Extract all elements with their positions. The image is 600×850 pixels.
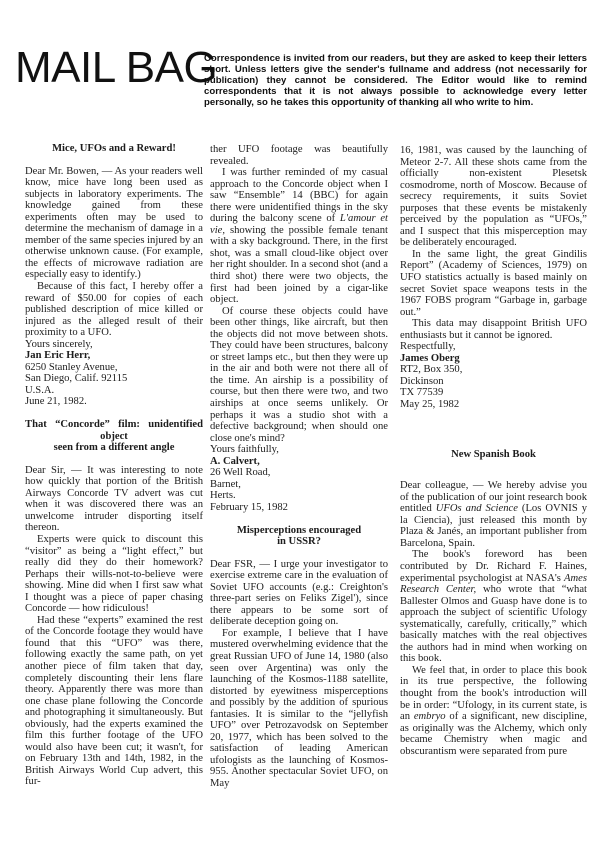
address-line: 6250 Stanley Avenue, xyxy=(25,361,118,373)
letter-heading: Mice, UFOs and a Reward! xyxy=(52,143,176,154)
letter-paragraph: Experts were quick to discount this “visitor” as being a “light effect,” but really did they do their homework? Perhaps their wills-not-to-believe were showing. Mine did when I first saw what I thought was a piece of paper chasing Concorde — how ridiculous! xyxy=(25,533,203,615)
letter-date: February 15, 1982 xyxy=(210,501,288,513)
letter-paragraph-continued: 16, 1981, was caused by the launching of Meteor 2-7. All these shots came from the officially non-existent Plesetsk cosmodrome, north of Moscow. Because of secrecy requirements, it suits Soviet purposes that these events be mistakenly perceived by the population as “UFOs,” and I suspect that this misperception may be deliberately encouraged. xyxy=(400,145,587,249)
institution-name: Ames Research Center, xyxy=(400,572,587,596)
letter-signoff xyxy=(400,341,587,410)
letter-paragraph xyxy=(400,665,587,757)
letter-signoff xyxy=(25,339,203,408)
letter-heading: That “Concorde” film: unidentified object xyxy=(25,419,203,442)
film-title: L'amour et vie, xyxy=(210,213,388,236)
letter-signoff xyxy=(210,444,388,513)
letter-date: May 25, 1982 xyxy=(400,399,460,411)
address-line: TX 77539 xyxy=(400,387,444,399)
address-line: San Diego, Calif. 92115 xyxy=(25,373,128,385)
text-run: who wrote that “what Ballester Olmos and Guasp have done is to approach the subject of scientific Ufology systematically, carefully, critically,” which basically matches with the real objectives the authors had in mind when working on this book. xyxy=(400,584,587,665)
text-run: Dear colleague, — We hereby advise you of the publication of our joint research book entitled xyxy=(400,480,587,515)
book-title: UFOs and Science xyxy=(435,503,518,515)
letter-paragraph: Dear FSR, — I urge your investigator to exercise extreme care in the evaluation of Soviet UFO accounts (e.g.: Creighton's three-part series on Feliks Zigel'), since there appears to be some sort of deliberate deception going on. xyxy=(210,558,388,628)
letter-heading: New Spanish Book xyxy=(451,448,536,460)
address-line: Barnet, xyxy=(210,478,241,490)
column-right xyxy=(400,145,587,757)
column-middle xyxy=(210,144,388,790)
letter-paragraph: For example, I believe that I have mustered overwhelming evidence that the great Russian UFO of June 14, 1980 (also seen over Argentina) was only the launching of the Kosmos-1188 satellite, distorted by eyewitness misperceptions and possibly by the addition of spurious fantasies. It is similar to the “jellyfish UFO” over Petrozavodsk on September 20, 1977, which has been solved to the satisfaction of leading American ufologists as the launching of Kosmos-955. Another spectacular Soviet UFO, on May xyxy=(210,627,388,789)
closing: Yours faithfully, xyxy=(210,444,279,456)
letter-paragraph xyxy=(400,480,587,549)
letter-subheading: in USSR? xyxy=(277,536,321,548)
letter-paragraph: Dear Sir, — It was interesting to note how quickly that portion of the British Airways Concorde TV advert was cut when it was discovered there was an unwelcome intruder disporting itself thereon. xyxy=(25,464,203,534)
address-line: U.S.A. xyxy=(25,384,55,396)
author-name: Jan Eric Herr, xyxy=(25,350,91,362)
address-line: Dickinson xyxy=(400,375,444,387)
editorial-note: Correspondence is invited from our readers, but they are asked to keep their letters short. Unless letters give the sender's fullname and address (not necessarily for publication) they cannot be considered. The Editor would like to remind correspondents that it is not always possible to acknowledge every letter personally, so he takes this opportunity of thanking all who write to him. xyxy=(204,53,587,108)
letter-paragraph: Dear Mr. Bowen, — As your readers well know, mice have long been used as subjects in laboratory experiments. The knowledge gained from these experiments often may be used to determine the mechanism of damage in a member of the same species injured by an otherwise unknown cause. (For example, the effects of microwave radiation are especially easy to identify.) xyxy=(25,165,203,281)
letter-paragraph: Because of this fact, I hereby offer a reward of $50.00 for copies of each published description of mice killed or injured as the alleged result of their proximity to a UFO. xyxy=(25,281,203,339)
address-line: 26 Well Road, xyxy=(210,467,271,479)
letter-heading: Misperceptions encouraged xyxy=(236,524,362,536)
emphasis: embryo xyxy=(413,711,446,723)
section-title: MAIL BAG xyxy=(15,43,218,92)
letter-subheading: seen from a different angle xyxy=(53,442,175,454)
letter-paragraph: Had these “experts” examined the rest of the Concorde footage they would have found that this “UFO” was there, following exactly the same path, on yet another piece of film taken that day, completely discounting their lens flare theory. Apparently there was more than one chase plane following the Concorde and photographing it simultaneously. But obviously, had the experts examined the film this further footage of the UFO would also have been cut; it wasn't, for on February 13th and 14th, 1982, in the British Airways World Cup advert, this fur- xyxy=(25,614,203,788)
author-name: A. Calvert, xyxy=(210,455,260,467)
text-run: (Los OVNIS y la Ciencia), just released this month by Plaza & Janés, an important publisher from Barcelona, Spain. xyxy=(400,503,588,549)
letter-paragraph xyxy=(210,167,388,306)
text-run: We feel that, in order to place this book in its true perspective, the following thought from the book's introduction will be in order: “Ufology, in its current state, is an xyxy=(400,664,587,723)
letter-paragraph: Of course these objects could have been other things, like aircraft, but then the objects did not move between shots. They could have been structures, balcony or street lamps etc., but then they were up in the air and both were not there all of the time. An airship is a possibility of course, but then there were two, and two airships at once seems unlikely. Or perhaps it was a studio shot with a defective background; when should one close one's mind? xyxy=(210,305,388,444)
letter-paragraph xyxy=(400,549,587,664)
address-line: RT2, Box 350, xyxy=(400,364,463,376)
text-run: The book's foreword has been contributed by Dr. Richard F. Haines, experimental psychologist at NASA's xyxy=(400,549,587,584)
text-run: I was further reminded of my casual approach to the Concorde object when I saw “Ensemble” 14 (BBC) for again there were unidentified things in the sky during the balcony scene of xyxy=(210,167,388,225)
letter-paragraph-continued: ther UFO footage was beautifully revealed. xyxy=(210,144,388,167)
address-line: Herts. xyxy=(210,490,236,502)
column-left xyxy=(25,143,203,788)
closing: Respectfully, xyxy=(400,341,456,353)
text-run: showing the possible female tenant with a sky background. There, in the first shot, was a small cloud-like object over her right shoulder. In a second shot (and a third shot) there were two objects, the first had been joined by a cigar-like object. xyxy=(210,224,388,306)
letter-paragraph: This data may disappoint British UFO enthusiasts but it cannot be ignored. xyxy=(400,318,587,341)
text-run: of a significant, new discipline, as originally was the Alchemy, which only became Chemistry when magic and obscurantism were separated from pure xyxy=(400,711,587,757)
closing: Yours sincerely, xyxy=(25,338,93,350)
letter-paragraph: In the same light, the great Gindilis Report” (Academy of Sciences, 1979) on UFO statistics actually is based mainly on secret Soviet space weapons tests in the 1967 FOBS program “Garbage in, garbage out.” xyxy=(400,248,587,318)
letter-date: June 21, 1982. xyxy=(25,396,87,408)
author-name: James Oberg xyxy=(400,352,460,364)
